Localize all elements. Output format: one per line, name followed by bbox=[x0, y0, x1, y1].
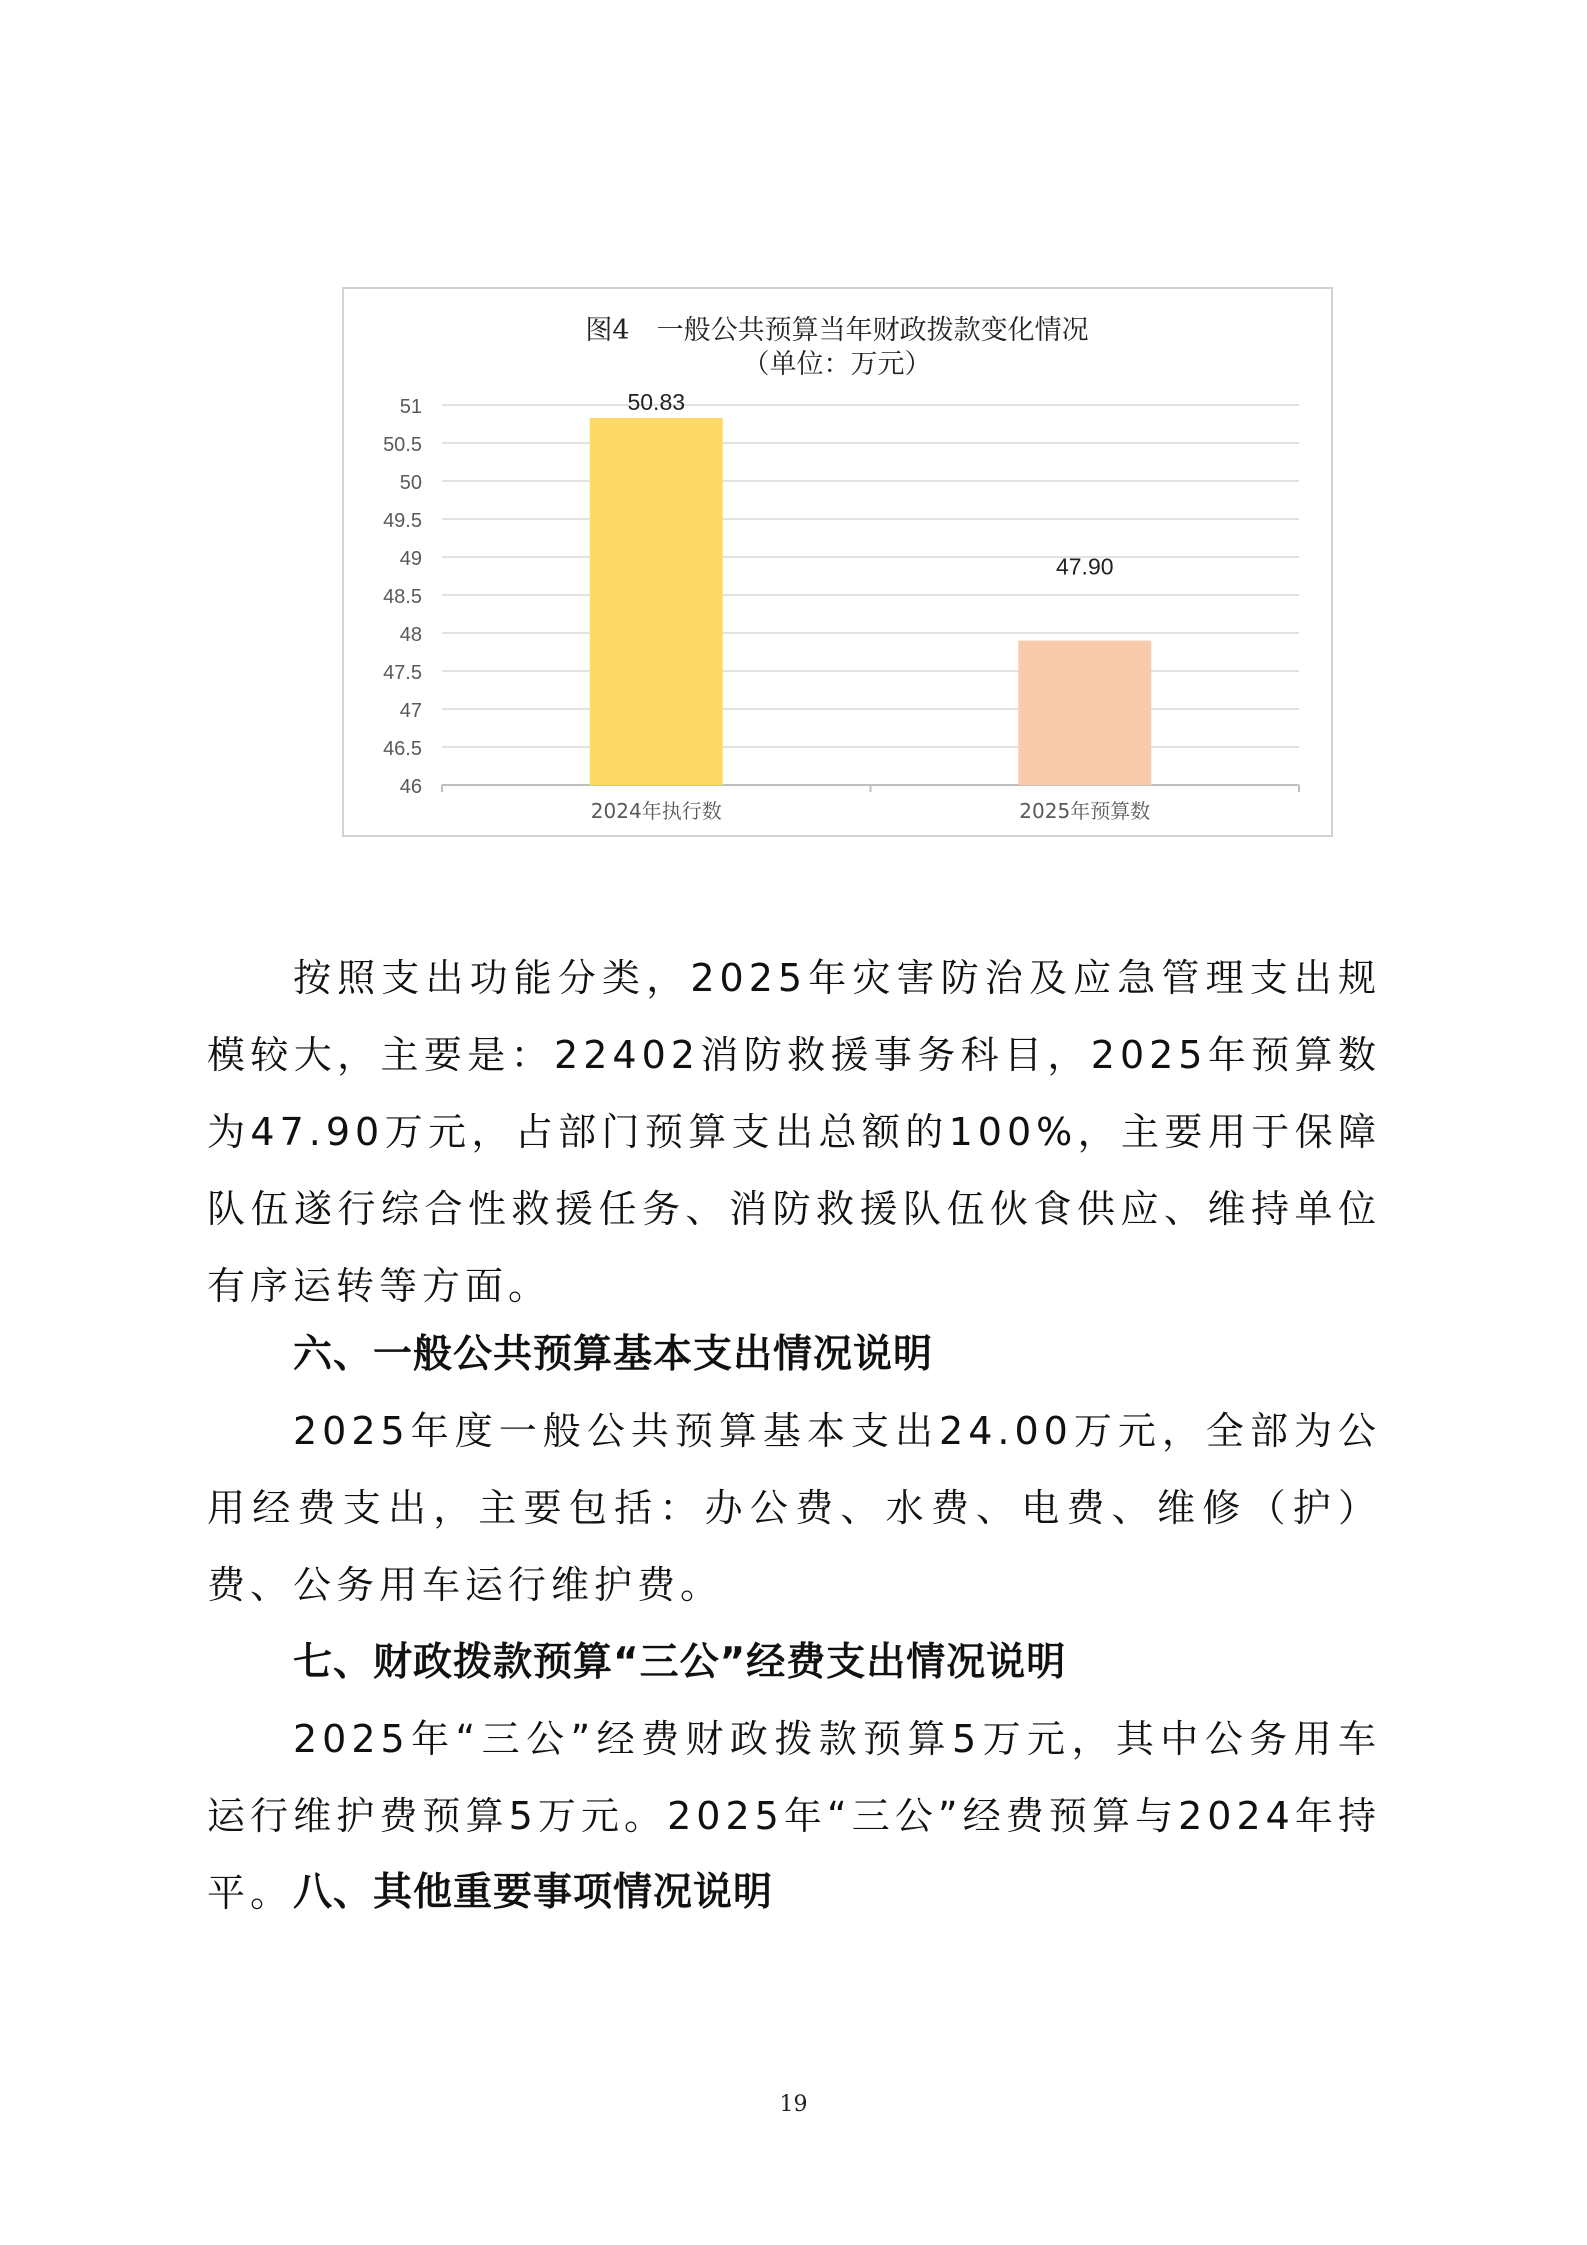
y-tick-label: 46 bbox=[399, 776, 422, 798]
heading-section-7: 七、财政拨款预算“三公”经费支出情况说明 bbox=[293, 1640, 1067, 1685]
data-label-1: 50.83 bbox=[627, 388, 686, 415]
y-tick-label: 46.5 bbox=[383, 738, 422, 760]
paragraph-three-public-expenses: 2025年“三公”经费财政拨款预算5万元，其中公务用车运行维护费预算5万元。2025年“三公”经费预算与2024年持平。 bbox=[207, 1717, 1381, 1915]
paragraph-functional-classification: 按照支出功能分类，2025年灾害防治及应急管理支出规模较大，主要是：22402消防救援事务科目，2025年预算数为47.90万元，占部门预算支出总额的100%，主要用于保障队伍遂行综合性救援任务、消防救援队伍伙食供应、维持单位有序运转等方面。 bbox=[207, 956, 1381, 1308]
y-tick-label: 51 bbox=[399, 396, 422, 418]
chart-title: 图4 一般公共预算当年财政拨款变化情况 bbox=[585, 315, 1089, 346]
x-category-label: 2024年执行数 bbox=[590, 799, 722, 823]
y-tick-label: 47 bbox=[399, 700, 422, 722]
page-number: 19 bbox=[779, 2092, 808, 2117]
y-tick-label: 50 bbox=[399, 472, 422, 494]
bar-2 bbox=[1018, 641, 1151, 785]
chart-subtitle: （单位：万元） bbox=[742, 349, 932, 380]
y-tick-label: 49.5 bbox=[383, 510, 422, 532]
bar-chart-frame bbox=[342, 287, 1333, 837]
y-tick-label: 49 bbox=[399, 548, 422, 570]
x-category-label: 2025年预算数 bbox=[1019, 799, 1151, 823]
bar-1 bbox=[590, 418, 723, 785]
data-label-2: 47.90 bbox=[1055, 553, 1114, 580]
heading-section-6: 六、一般公共预算基本支出情况说明 bbox=[293, 1332, 934, 1377]
budget-bar-chart bbox=[344, 289, 1331, 835]
y-tick-label: 48.5 bbox=[383, 586, 422, 608]
y-tick-label: 47.5 bbox=[383, 662, 422, 684]
y-tick-label: 48 bbox=[399, 624, 422, 646]
y-tick-label: 50.5 bbox=[383, 434, 422, 456]
paragraph-basic-expenditure: 2025年度一般公共预算基本支出24.00万元，全部为公用经费支出，主要包括：办公费、水费、电费、维修（护）费、公务用车运行维护费。 bbox=[207, 1409, 1381, 1607]
heading-section-8: 八、其他重要事项情况说明 bbox=[293, 1870, 774, 1915]
